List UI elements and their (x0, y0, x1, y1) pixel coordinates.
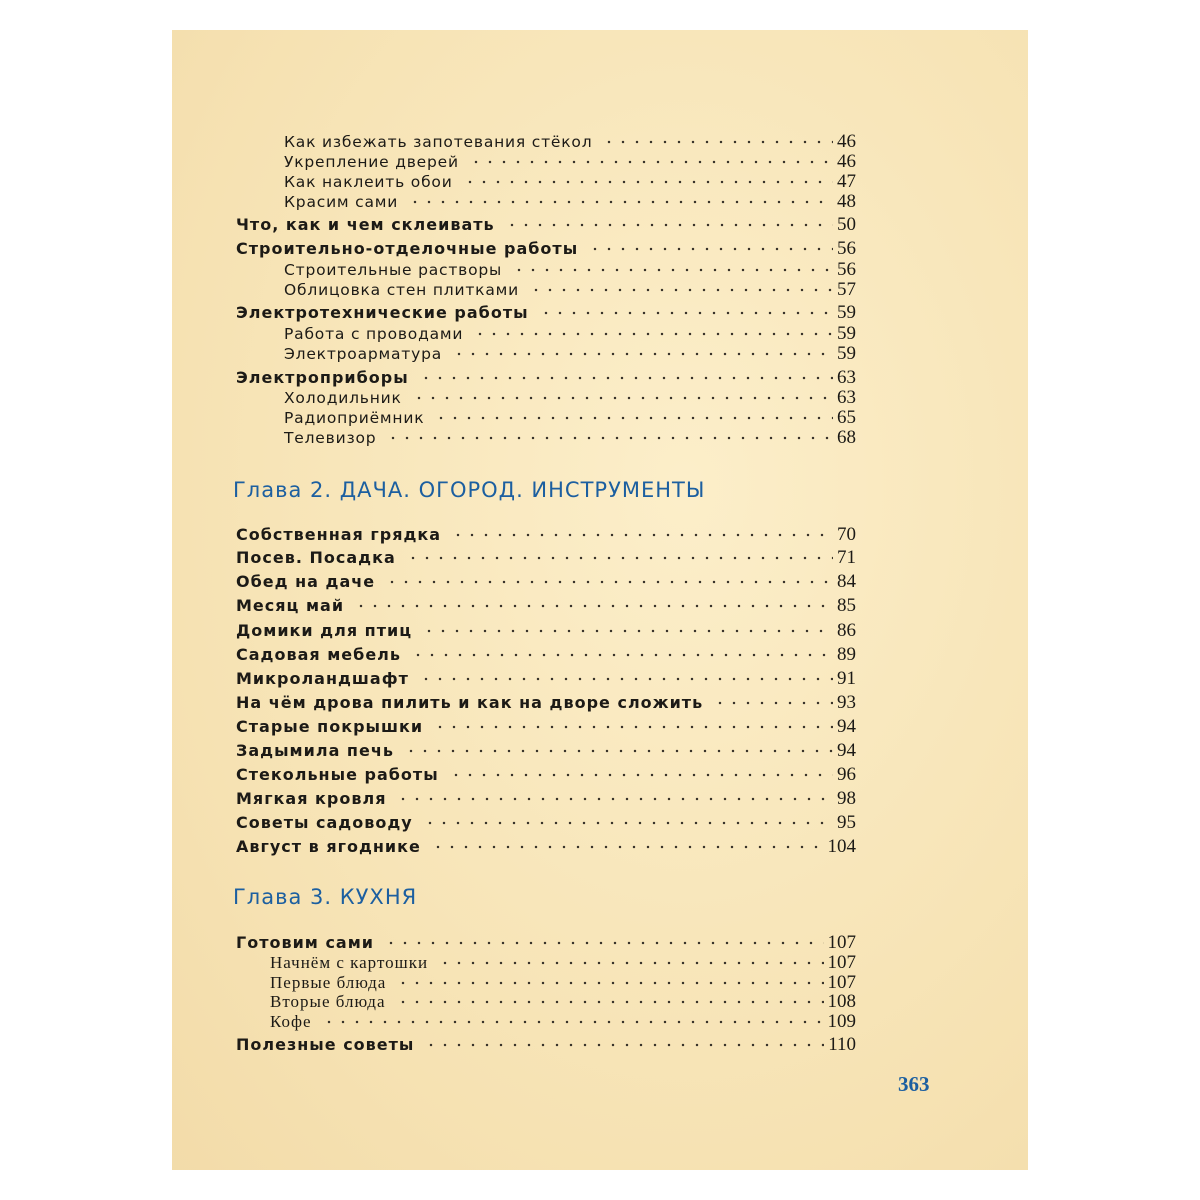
toc-entry: Работа с проводами 59 (284, 323, 856, 344)
toc-entry: Что, как и чем склеивать 50 (236, 214, 856, 235)
toc-entry: Облицовка стен плитками 57 (284, 279, 856, 300)
toc-entry: Микроландшафт 91 (236, 668, 856, 689)
toc-entry: Мягкая кровля 98 (236, 788, 856, 809)
toc-entry: Садовая мебель 89 (236, 644, 856, 665)
toc-entry: Готовим сами 107 (236, 932, 856, 953)
chapter-heading: Глава 2. ДАЧА. ОГОРОД. ИНСТРУМЕНТЫ (233, 478, 706, 502)
toc-entry: Электротехнические работы 59 (236, 302, 856, 323)
toc-entry: Задымила печь 94 (236, 740, 856, 761)
toc-entry: Домики для птиц 86 (236, 620, 856, 641)
toc-entry: Обед на даче 84 (236, 571, 856, 592)
chapter-heading: Глава 3. КУХНЯ (233, 885, 418, 909)
toc-entry: Радиоприёмник 65 (284, 407, 856, 428)
toc-entry: На чём дрова пилить и как на дворе сложить 93 (236, 692, 856, 713)
toc-entry: Август в ягоднике 104 (236, 836, 856, 857)
toc-entry: Электроприборы 63 (236, 367, 856, 388)
page-number: 363 (898, 1072, 930, 1096)
toc-entry: Советы садоводу 95 (236, 812, 856, 833)
toc-entry: Электроарматура 59 (284, 343, 856, 364)
toc-entry: Кофе 109 (270, 1011, 856, 1032)
toc-entry: Собственная грядка 70 (236, 524, 856, 545)
toc-entry: Первые блюда 107 (270, 972, 856, 993)
toc-entry: Строительно-отделочные работы 56 (236, 238, 856, 259)
toc-entry: Стекольные работы 96 (236, 764, 856, 785)
toc-entry: Вторые блюда 108 (270, 991, 856, 1012)
toc-entry: Посев. Посадка 71 (236, 547, 856, 568)
toc-entry: Месяц май 85 (236, 595, 856, 616)
toc-entry: Строительные растворы 56 (284, 259, 856, 280)
toc-entry: Начнём с картошки 107 (270, 952, 856, 973)
toc-entry: Красим сами 48 (284, 191, 856, 212)
toc-entry: Холодильник 63 (284, 387, 856, 408)
toc-entry: Телевизор 68 (284, 427, 856, 448)
toc-entry: Укрепление дверей 46 (284, 151, 856, 172)
toc-entry: Старые покрышки 94 (236, 716, 856, 737)
toc-entry: Как избежать запотевания стёкол 46 (284, 131, 856, 152)
toc-entry: Полезные советы 110 (236, 1034, 856, 1055)
toc-entry: Как наклеить обои 47 (284, 171, 856, 192)
